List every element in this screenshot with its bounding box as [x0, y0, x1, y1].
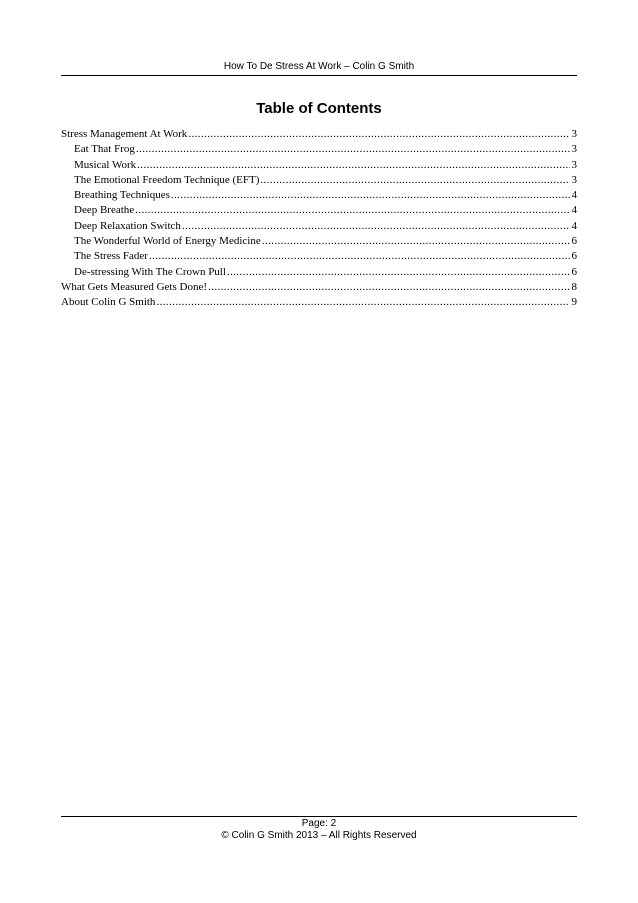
- toc-dot-leader: [135, 203, 570, 218]
- toc-entry-title[interactable]: De-stressing With The Crown Pull: [74, 265, 226, 278]
- toc-dot-leader: [208, 280, 570, 295]
- toc-entry-page[interactable]: 8: [571, 280, 577, 293]
- toc-dot-leader: [260, 173, 570, 188]
- toc-entry-page[interactable]: 4: [571, 189, 577, 202]
- toc-entry-page[interactable]: 3: [571, 158, 577, 171]
- toc-entry-page[interactable]: 9: [571, 296, 577, 309]
- toc-entry-title[interactable]: Deep Breathe: [74, 204, 135, 217]
- toc-entry[interactable]: [61, 219, 577, 234]
- toc-dot-leader: [156, 295, 570, 310]
- toc-entry[interactable]: [61, 203, 577, 218]
- toc-entry-page[interactable]: 3: [571, 173, 577, 186]
- toc-entry-page[interactable]: 6: [571, 250, 577, 263]
- toc-entry-title[interactable]: About Colin G Smith: [61, 296, 156, 309]
- toc-title: Table of Contents: [256, 100, 382, 117]
- toc-dot-leader: [137, 158, 570, 173]
- toc-dot-leader: [171, 188, 570, 203]
- toc-entry-page[interactable]: 6: [571, 235, 577, 248]
- toc-entry-title[interactable]: Deep Relaxation Switch: [74, 219, 181, 232]
- toc-dot-leader: [149, 249, 570, 264]
- toc-entry[interactable]: [61, 265, 577, 280]
- table-of-contents: [61, 127, 577, 311]
- toc-entry[interactable]: [61, 280, 577, 295]
- toc-entry-title[interactable]: The Emotional Freedom Technique (EFT): [74, 173, 260, 186]
- toc-entry-title[interactable]: Stress Management At Work: [61, 128, 188, 140]
- toc-entry[interactable]: [61, 249, 577, 264]
- toc-dot-leader: [262, 234, 570, 249]
- toc-entry-page[interactable]: 3: [571, 143, 577, 156]
- toc-entry-title[interactable]: What Gets Measured Gets Done!: [61, 280, 208, 293]
- toc-dot-leader: [227, 265, 570, 280]
- toc-entry-page[interactable]: 4: [571, 219, 577, 232]
- toc-entry-title[interactable]: Musical Work: [74, 158, 137, 171]
- toc-entry[interactable]: [61, 188, 577, 203]
- toc-entry[interactable]: [61, 295, 577, 310]
- toc-entry-title[interactable]: Breathing Techniques: [74, 189, 170, 202]
- toc-entry-page[interactable]: 3: [571, 128, 577, 140]
- toc-entry[interactable]: [61, 173, 577, 188]
- toc-entry[interactable]: [61, 158, 577, 173]
- toc-entry-title[interactable]: The Stress Fader: [74, 250, 148, 263]
- toc-entry[interactable]: [61, 127, 577, 142]
- toc-entry-title[interactable]: Eat That Frog: [74, 143, 135, 156]
- toc-dot-leader: [188, 127, 570, 142]
- toc-entry-page[interactable]: 6: [571, 265, 577, 278]
- header-divider: [61, 75, 577, 76]
- toc-entry-page[interactable]: 4: [571, 204, 577, 217]
- toc-entry[interactable]: [61, 142, 577, 157]
- copyright-notice: © Colin G Smith 2013 – All Rights Reserved: [221, 830, 417, 841]
- toc-entry-title[interactable]: The Wonderful World of Energy Medicine: [74, 235, 261, 248]
- toc-dot-leader: [136, 142, 570, 157]
- page-number: Page: 2: [301, 818, 337, 829]
- running-header: How To De Stress At Work – Colin G Smith: [223, 61, 415, 72]
- toc-dot-leader: [182, 219, 570, 234]
- toc-entry[interactable]: [61, 234, 577, 249]
